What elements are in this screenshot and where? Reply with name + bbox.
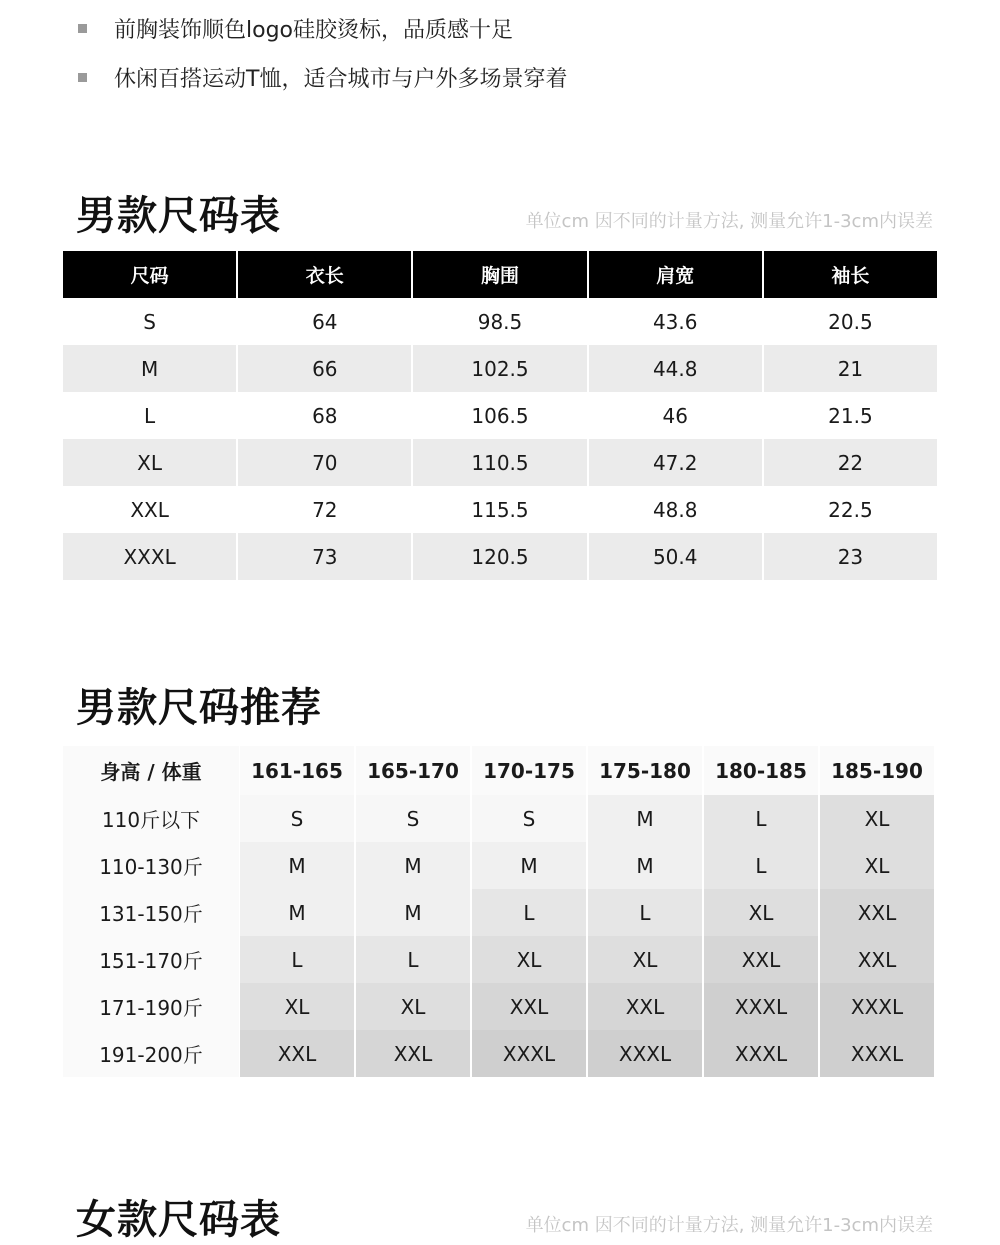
table-row bbox=[63, 439, 937, 486]
size-cell: XL bbox=[240, 983, 354, 1030]
table-cell: XL bbox=[63, 439, 236, 486]
size-cell: L bbox=[356, 936, 470, 983]
size-cell: XXXL bbox=[704, 1030, 818, 1077]
table-cell: 70 bbox=[238, 439, 411, 486]
table-row bbox=[63, 486, 937, 533]
height-header-cell: 175-180 bbox=[588, 746, 702, 795]
size-cell: L bbox=[240, 936, 354, 983]
size-cell: XXL bbox=[240, 1030, 354, 1077]
feature-bullet bbox=[78, 62, 567, 92]
table-header-row bbox=[63, 746, 937, 795]
table-cell: M bbox=[63, 345, 236, 392]
size-cell: XL bbox=[820, 795, 934, 842]
size-cell: XL bbox=[356, 983, 470, 1030]
size-cell: S bbox=[356, 795, 470, 842]
weight-cell: 151-170斤 bbox=[63, 936, 239, 983]
table-cell: S bbox=[143, 309, 156, 334]
weight-cell: 110-130斤 bbox=[63, 842, 239, 889]
height-header-cell: 180-185 bbox=[704, 746, 818, 795]
measurement-note: 单位cm 因不同的计量方法, 测量允许1-3cm内误差 bbox=[525, 211, 933, 232]
header-cell: 衣长 bbox=[238, 251, 411, 298]
table-row bbox=[63, 889, 937, 936]
table-cell: XXL bbox=[130, 497, 169, 522]
size-cell: XXL bbox=[820, 936, 934, 983]
table-row bbox=[63, 936, 937, 983]
table-cell: 115.5 bbox=[471, 497, 529, 522]
table-cell: 20.5 bbox=[828, 309, 873, 334]
header-cell: 肩宽 bbox=[589, 251, 762, 298]
table-row bbox=[63, 842, 937, 889]
size-cell: M bbox=[472, 842, 586, 889]
table-cell: 47.2 bbox=[589, 439, 762, 486]
table-row bbox=[63, 298, 937, 345]
table-cell: 66 bbox=[238, 345, 411, 392]
table-cell: 23 bbox=[764, 533, 937, 580]
men-recommend-title: 男款尺码推荐 bbox=[76, 685, 322, 731]
men-recommend-table bbox=[63, 746, 937, 1077]
weight-cell: 191-200斤 bbox=[63, 1030, 239, 1077]
size-cell: XL bbox=[704, 889, 818, 936]
table-row bbox=[63, 392, 937, 439]
feature-text: 前胸装饰顺色logo硅胶烫标，品质感十足 bbox=[114, 17, 513, 43]
size-cell: XL bbox=[588, 936, 702, 983]
men-size-table-title: 男款尺码表 bbox=[76, 193, 281, 239]
bullet-square-icon bbox=[78, 24, 87, 33]
table-row bbox=[63, 345, 937, 392]
table-cell: 22.5 bbox=[828, 497, 873, 522]
men-size-table bbox=[63, 251, 937, 580]
height-header-cell: 165-170 bbox=[356, 746, 470, 795]
size-cell: XXL bbox=[588, 983, 702, 1030]
height-header-cell: 161-165 bbox=[240, 746, 354, 795]
weight-cell: 110斤以下 bbox=[63, 795, 239, 842]
table-cell: 64 bbox=[312, 309, 338, 334]
size-cell: XL bbox=[820, 842, 934, 889]
size-cell: L bbox=[588, 889, 702, 936]
size-cell: S bbox=[472, 795, 586, 842]
size-cell: L bbox=[472, 889, 586, 936]
size-cell: XXXL bbox=[588, 1030, 702, 1077]
measurement-note: 单位cm 因不同的计量方法, 测量允许1-3cm内误差 bbox=[525, 1215, 933, 1236]
table-cell: L bbox=[144, 403, 156, 428]
size-cell: M bbox=[240, 842, 354, 889]
height-header-cell: 170-175 bbox=[472, 746, 586, 795]
table-row bbox=[63, 983, 937, 1030]
size-cell: L bbox=[704, 795, 818, 842]
size-cell: M bbox=[356, 889, 470, 936]
weight-cell: 171-190斤 bbox=[63, 983, 239, 1030]
size-cell: XXXL bbox=[472, 1030, 586, 1077]
size-cell: XXL bbox=[472, 983, 586, 1030]
size-cell: XXXL bbox=[704, 983, 818, 1030]
size-cell: S bbox=[240, 795, 354, 842]
table-cell: 120.5 bbox=[413, 533, 586, 580]
table-row bbox=[63, 1030, 937, 1077]
size-cell: M bbox=[240, 889, 354, 936]
table-cell: 73 bbox=[238, 533, 411, 580]
size-cell: XXL bbox=[704, 936, 818, 983]
bullet-square-icon bbox=[78, 73, 87, 82]
women-size-table-title: 女款尺码表 bbox=[76, 1197, 281, 1243]
corner-label: 身高 / 体重 bbox=[63, 746, 239, 795]
header-cell: 尺码 bbox=[63, 251, 236, 298]
header-cell: 胸围 bbox=[413, 251, 586, 298]
table-cell: 48.8 bbox=[652, 497, 698, 522]
weight-cell: 131-150斤 bbox=[63, 889, 239, 936]
table-cell: XXXL bbox=[63, 533, 236, 580]
table-cell: 72 bbox=[312, 497, 338, 522]
size-cell: XXL bbox=[356, 1030, 470, 1077]
height-header-cell: 185-190 bbox=[820, 746, 934, 795]
table-cell: 21.5 bbox=[828, 403, 873, 428]
table-cell: 110.5 bbox=[413, 439, 586, 486]
table-cell: 98.5 bbox=[477, 309, 523, 334]
table-cell: 43.6 bbox=[652, 309, 698, 334]
table-row bbox=[63, 795, 937, 842]
table-cell: 102.5 bbox=[413, 345, 586, 392]
size-cell: M bbox=[588, 795, 702, 842]
feature-text: 休闲百搭运动T恤，适合城市与户外多场景穿着 bbox=[114, 66, 568, 92]
table-cell: 44.8 bbox=[589, 345, 762, 392]
size-cell: XXXL bbox=[820, 983, 934, 1030]
table-row bbox=[63, 533, 937, 580]
table-header-row bbox=[63, 251, 937, 298]
table-cell: 46 bbox=[662, 403, 688, 428]
size-cell: XXL bbox=[820, 889, 934, 936]
table-cell: 68 bbox=[312, 403, 338, 428]
size-cell: M bbox=[356, 842, 470, 889]
size-cell: XXXL bbox=[820, 1030, 934, 1077]
table-cell: 50.4 bbox=[589, 533, 762, 580]
size-cell: M bbox=[588, 842, 702, 889]
feature-bullet bbox=[78, 13, 513, 43]
table-cell: 21 bbox=[764, 345, 937, 392]
size-cell: XL bbox=[472, 936, 586, 983]
table-cell: 22 bbox=[764, 439, 937, 486]
table-cell: 106.5 bbox=[471, 403, 529, 428]
header-cell: 袖长 bbox=[764, 251, 937, 298]
size-cell: L bbox=[704, 842, 818, 889]
